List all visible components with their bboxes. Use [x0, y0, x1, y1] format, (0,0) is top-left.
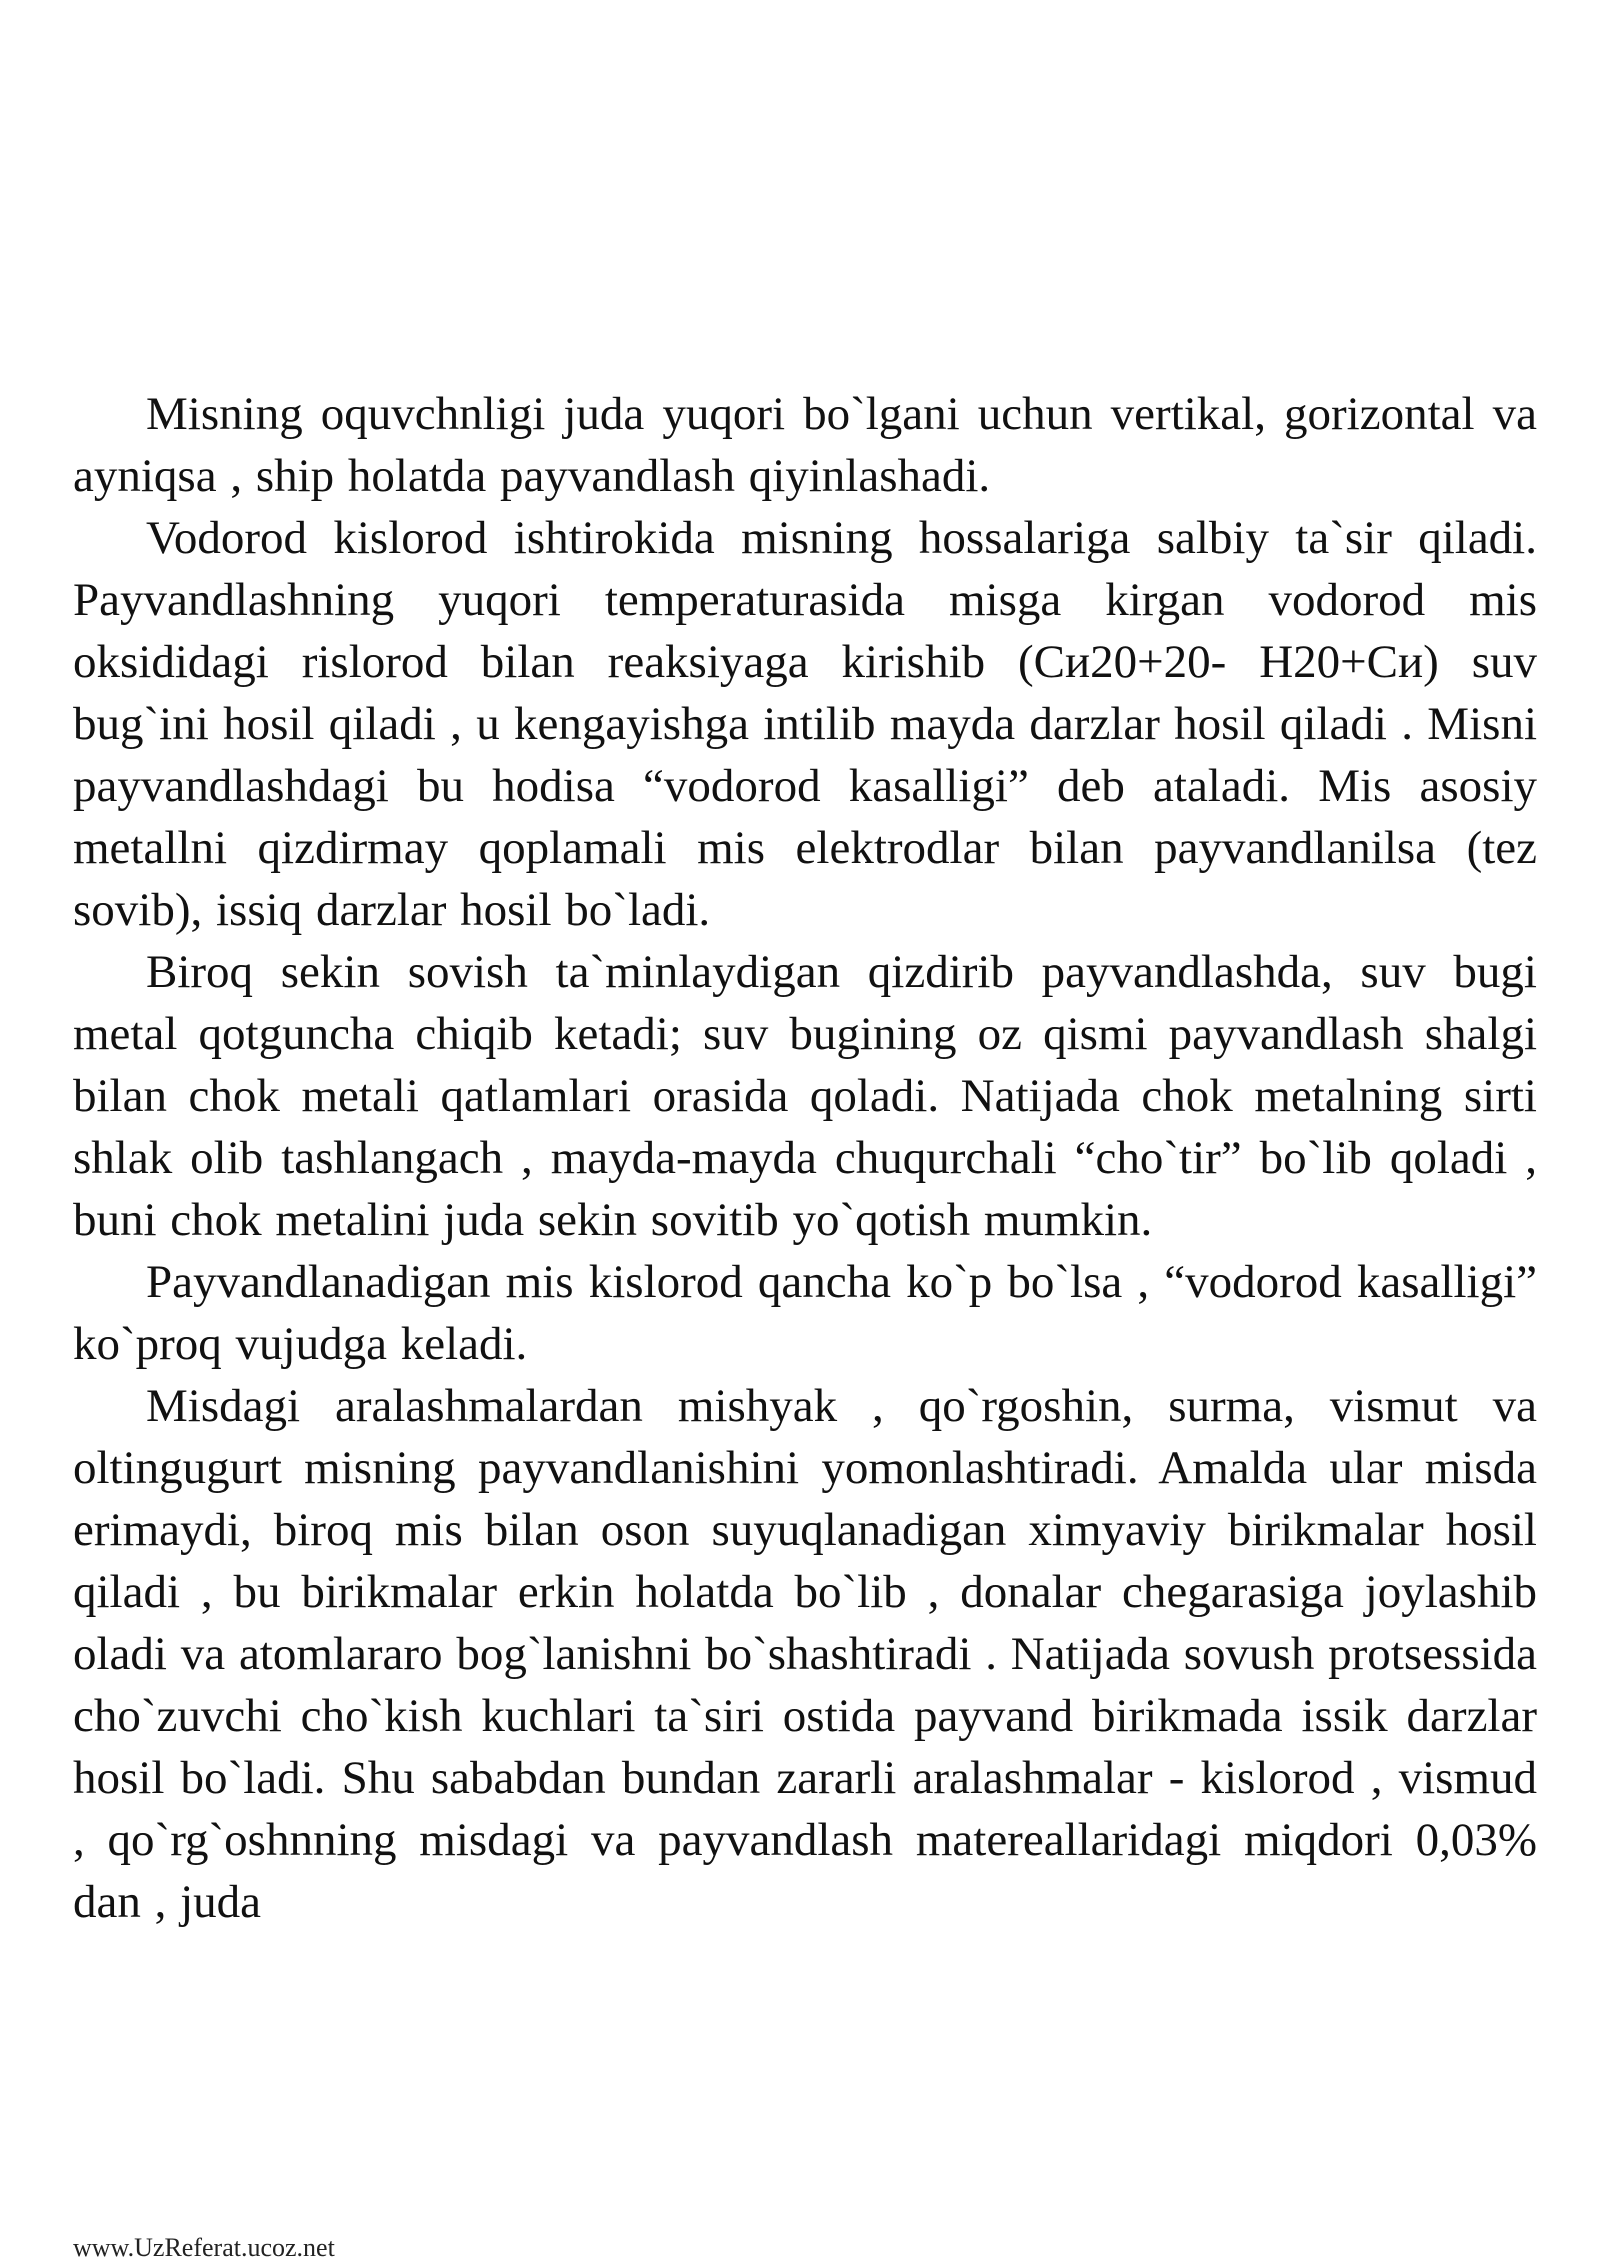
paragraph: Payvandlanadigan mis kislorod qancha ko`p bo`lsa , “vodorod kasalligi” ko`proq vujudga keladi.	[73, 1256, 1537, 1370]
paragraph: Misdagi aralashmalardan mishyak , qo`rgoshin, surma, vismut va oltingugurt misning payvandlanishini yomonlashtiradi. Amalda ular misda erimaydi, biroq mis bilan oson suyuqlanadigan ximyaviy birikmalar hosil qiladi , bu birikmalar erkin holatda bo`lib , donalar chegarasiga joylashib oladi va atomlararo bog`lanishni bo`shashtiradi . Natijada sovush protsessida cho`zuvchi cho`kish kuchlari ta`siri ostida payvand birikmada issik darzlar hosil bo`ladi. Shu sababdan bundan zararli aralashmalar - kislorod , vismud , qo`rg`oshnning misdagi va payvandlash matereallaridagi miqdori 0,03% dan , juda	[73, 1380, 1537, 1928]
paragraph: Vodorod kislorod ishtirokida misning hossalariga salbiy ta`sir qiladi. Payvandlashning yuqori temperaturasida misga kirgan vodorod mis oksididagi rislorod bilan reaksiyaga kirishib (Cи20+20- H20+Cи) suv bug`ini hosil qiladi , u kengayishga intilib mayda darzlar hosil qiladi . Misni payvandlashdagi bu hodisa “vodorod kasalligi” deb ataladi. Mis asosiy metallni qizdirmay qoplamali mis elektrodlar bilan payvandlanilsa (tez sovib), issiq darzlar hosil bo`ladi.	[73, 512, 1537, 936]
body-text	[73, 383, 1537, 1933]
paragraph: Misning oquvchnligi juda yuqori bo`lgani uchun vertikal, gorizontal va ayniqsa , ship holatda payvandlash qiyinlashadi.	[73, 388, 1537, 502]
paragraph: Biroq sekin sovish ta`minlaydigan qizdirib payvandlashda, suv bugi metal qotguncha chiqib ketadi; suv bugining oz qismi payvandlash shalgi bilan chok metali qatlamlari orasida qoladi. Natijada chok metalning sirti shlak olib tashlangach , mayda-mayda chuqurchali “cho`tir” bo`lib qoladi , buni chok metalini juda sekin sovitib yo`qotish mumkin.	[73, 946, 1537, 1246]
footer-url: www.UzReferat.ucoz.net	[73, 2233, 335, 2262]
